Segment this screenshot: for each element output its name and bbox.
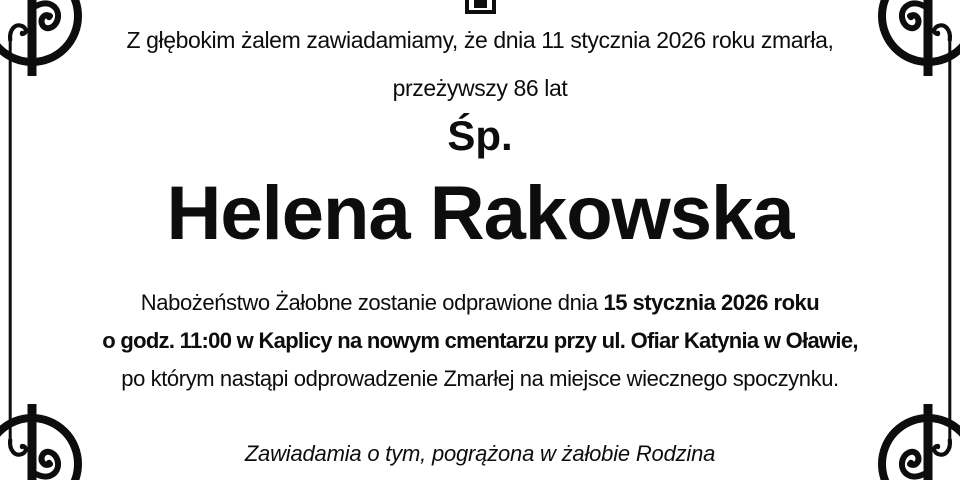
deceased-name: Helena Rakowska bbox=[166, 171, 794, 256]
intro-text: Z głębokim żalem zawiadamiamy, że dnia 11 stycznia 2026 roku zmarła, bbox=[126, 27, 834, 53]
service-info-regular: Nabożeństwo Żałobne zostanie odprawione dnia bbox=[140, 290, 604, 315]
service-info-line-2: o godz. 11:00 w Kaplicy na nowym cmentarzu przy ul. Ofiar Katynia w Oławie, bbox=[102, 328, 858, 353]
framed-square-icon-fill bbox=[474, 0, 487, 8]
closing-text: Zawiadamia o tym, pogrążona w żałobie Rodzina bbox=[244, 441, 716, 466]
service-date-bold: 15 stycznia 2026 roku bbox=[603, 290, 820, 315]
service-info-line-3: po którym nastąpi odprowadzenie Zmarłej na miejsce wiecznego spoczynku. bbox=[121, 366, 839, 391]
honorific-text: Śp. bbox=[447, 112, 513, 159]
service-info-line-1 bbox=[0, 290, 960, 316]
framed-square-icon bbox=[465, 0, 496, 14]
age-text: przeżywszy 86 lat bbox=[392, 75, 568, 101]
